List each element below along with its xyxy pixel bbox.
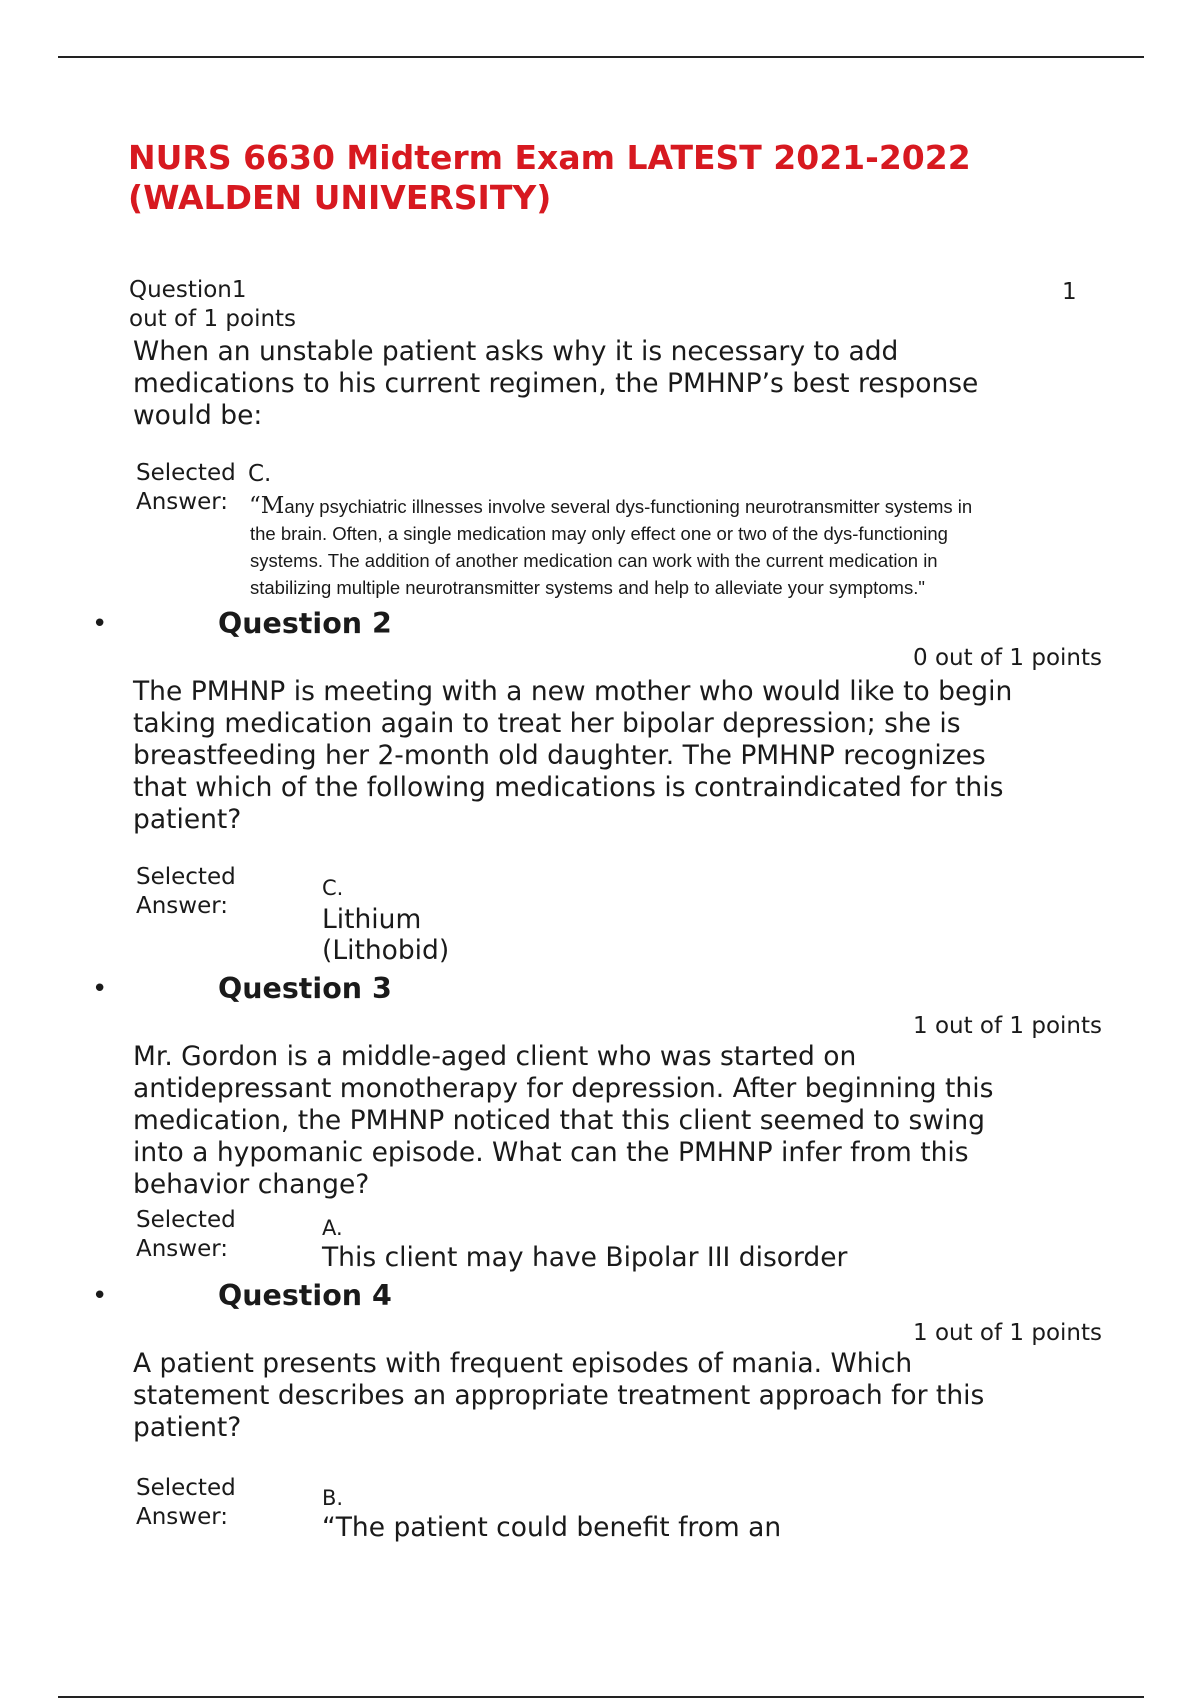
question-2-bullet: • [92,609,108,639]
question-2-selected-answer-label: Selected Answer: [136,864,236,919]
question-2-selected-letter: C. [322,876,344,900]
document-title [128,138,1088,218]
question-3-answer: This client may have Bipolar III disorder [322,1242,848,1273]
question-1-answer-opening: “M [249,493,285,519]
question-1-answer [250,493,1060,601]
question-3-text: Mr. Gordon is a middle-aged client who was started on antidepressant monotherapy for depression. After beginning this medication, the PMHNP noticed that this client seemed to swing into a hypomanic episode. What can the PMHNP infer from this behavior change? [133,1041,994,1200]
question-3-heading: Question 3 [218,972,392,1005]
question-4-points: 1 out of 1 points [913,1320,1102,1346]
question-1-selected-letter: C. [248,461,272,487]
top-rule [58,56,1144,58]
question-4-selected-letter: B. [322,1486,344,1510]
title-line-2: (WALDEN UNIVERSITY) [128,178,552,217]
question-2-heading: Question 2 [218,607,392,640]
question-3-points: 1 out of 1 points [913,1013,1102,1039]
question-3-selected-letter: A. [322,1216,343,1240]
question-4-selected-answer-label: Selected Answer: [136,1475,236,1530]
question-1-points: out of 1 points [129,306,297,332]
question-1-label: Question1 [129,277,247,303]
question-2-answer: Lithium (Lithobid) [322,904,450,966]
question-4-text: A patient presents with frequent episodes of mania. Which statement describes an appropriate treatment approach for this patient? [133,1348,985,1443]
question-4-bullet: • [92,1281,108,1311]
question-3-selected-answer-label: Selected Answer: [136,1207,236,1262]
question-4-answer: “The patient could benefit from an [322,1512,782,1543]
question-1-selected-answer-label: Selected Answer: [136,460,236,515]
question-2-text: The PMHNP is meeting with a new mother who would like to begin taking medication again to treat her bipolar depression; she is breastfeeding her 2-month old daughter. The PMHNP recognizes that which of the following medications is contraindicated for this patient? [133,676,1013,835]
question-1-text: When an unstable patient asks why it is necessary to add medications to his current regimen, the PMHNP’s best response would be: [133,336,979,431]
title-line-1: NURS 6630 Midterm Exam LATEST 2021-2022 [128,138,971,177]
bottom-rule [58,1696,1144,1698]
question-1-answer-text: any psychiatric illnesses involve several dys-functioning neurotransmitter systems in the brain. Often, a single medication may only effect one or two of the dys-functioning systems. The addition of another medication can work with the current medication in stabilizing multiple neurotransmitter systems and help to alleviate your symptoms." [250,496,973,598]
question-3-bullet: • [92,974,108,1004]
question-1-number: 1 [1062,279,1077,305]
question-2-points: 0 out of 1 points [913,645,1102,671]
question-4-heading: Question 4 [218,1279,392,1312]
